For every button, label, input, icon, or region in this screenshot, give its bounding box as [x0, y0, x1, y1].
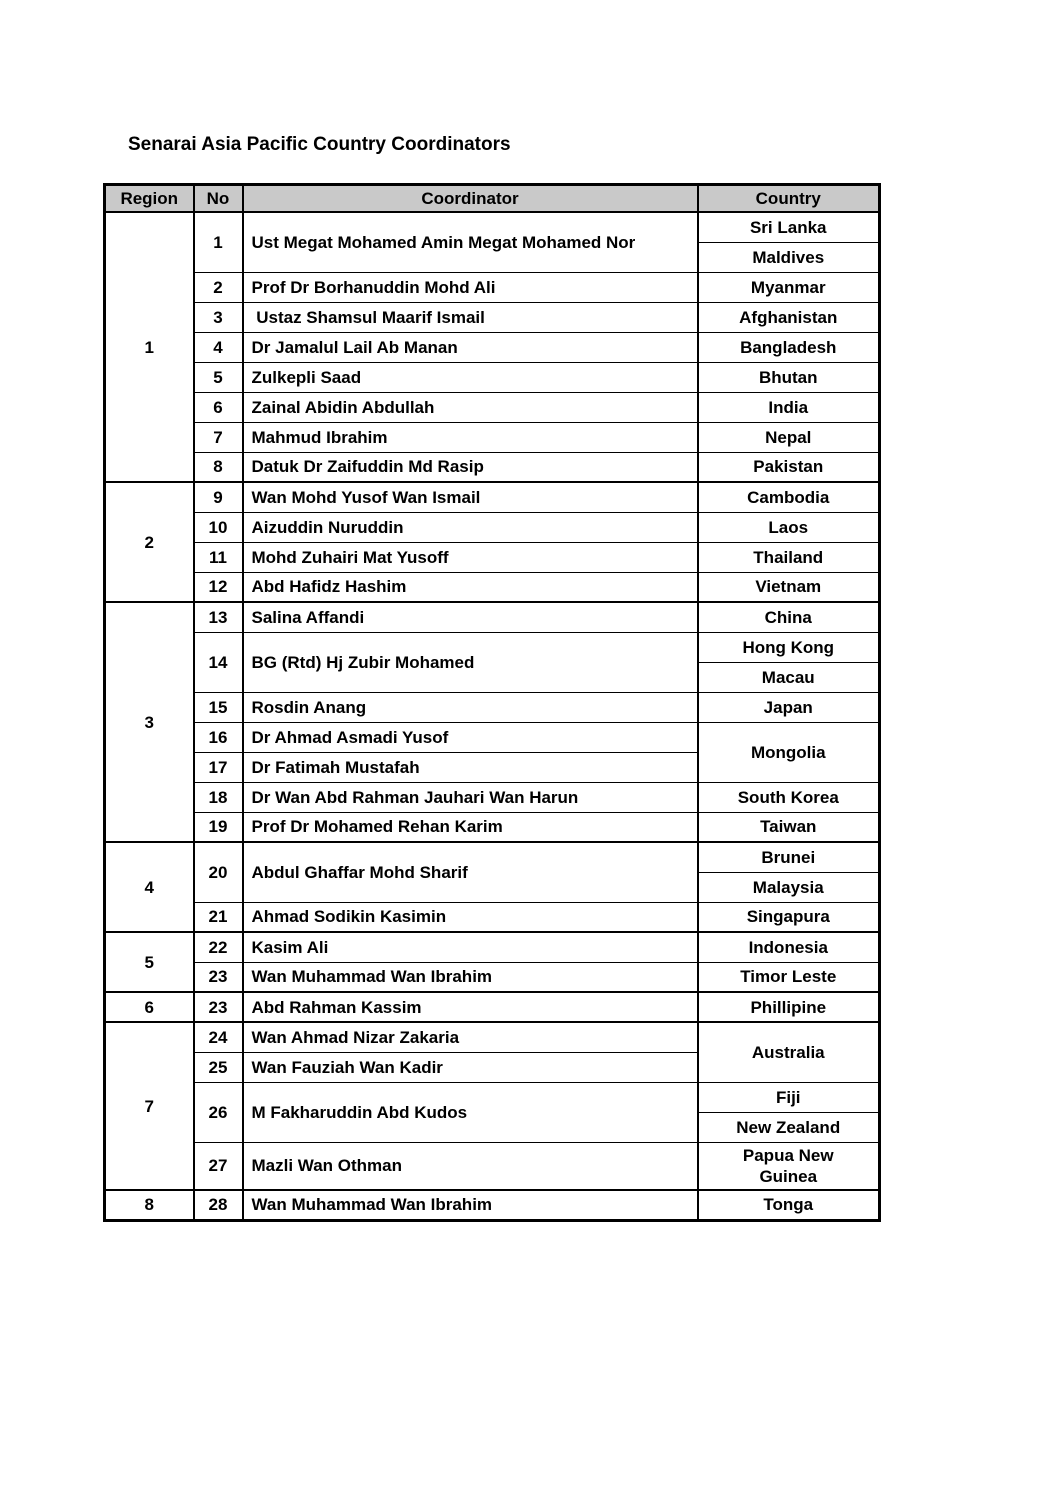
- cell-country: Sri Lanka: [698, 212, 880, 242]
- cell-country: Indonesia: [698, 932, 880, 962]
- cell-coordinator: Abd Rahman Kassim: [243, 992, 698, 1022]
- table-row: [105, 212, 880, 242]
- cell-country: Malaysia: [698, 872, 880, 902]
- cell-country: South Korea: [698, 782, 880, 812]
- cell-country: Fiji: [698, 1082, 880, 1112]
- cell-coordinator: Ahmad Sodikin Kasimin: [243, 902, 698, 932]
- cell-no: 4: [194, 332, 243, 362]
- cell-coordinator: Salina Affandi: [243, 602, 698, 632]
- cell-coordinator: Wan Mohd Yusof Wan Ismail: [243, 482, 698, 512]
- cell-country: Timor Leste: [698, 962, 880, 992]
- cell-coordinator: Dr Wan Abd Rahman Jauhari Wan Harun: [243, 782, 698, 812]
- cell-coordinator: Mahmud Ibrahim: [243, 422, 698, 452]
- cell-country: Nepal: [698, 422, 880, 452]
- cell-no: 6: [194, 392, 243, 422]
- header-cell-country: Country: [698, 185, 880, 213]
- cell-region: 7: [105, 1022, 194, 1190]
- table-row: [105, 392, 880, 422]
- cell-region: 5: [105, 932, 194, 992]
- cell-no: 10: [194, 512, 243, 542]
- cell-no: 17: [194, 752, 243, 782]
- table-row: [105, 1190, 880, 1220]
- cell-country: Pakistan: [698, 452, 880, 482]
- cell-no: 11: [194, 542, 243, 572]
- table-body: [105, 212, 880, 1220]
- cell-country: Macau: [698, 662, 880, 692]
- table-row: [105, 362, 880, 392]
- cell-no: 20: [194, 842, 243, 902]
- cell-coordinator: Prof Dr Mohamed Rehan Karim: [243, 812, 698, 842]
- header-cell-coordinator: Coordinator: [243, 185, 698, 213]
- cell-no: 12: [194, 572, 243, 602]
- coordinators-table: [103, 183, 881, 1222]
- table-row: [105, 992, 880, 1022]
- table-header-row: [105, 185, 880, 213]
- cell-country: Bangladesh: [698, 332, 880, 362]
- table-row: [105, 1142, 880, 1190]
- table-row: [105, 932, 880, 962]
- cell-coordinator: Rosdin Anang: [243, 692, 698, 722]
- cell-coordinator: Abdul Ghaffar Mohd Sharif: [243, 842, 698, 902]
- cell-country: India: [698, 392, 880, 422]
- cell-no: 24: [194, 1022, 243, 1052]
- cell-coordinator: Ust Megat Mohamed Amin Megat Mohamed Nor: [243, 212, 698, 272]
- cell-country: Brunei: [698, 842, 880, 872]
- cell-no: 19: [194, 812, 243, 842]
- table-row: [105, 542, 880, 572]
- table-row: [105, 902, 880, 932]
- cell-no: 7: [194, 422, 243, 452]
- table-row: [105, 602, 880, 632]
- cell-country: Mongolia: [698, 722, 880, 782]
- table-row: [105, 962, 880, 992]
- table-row: [105, 632, 880, 662]
- cell-no: 13: [194, 602, 243, 632]
- page-title: Senarai Asia Pacific Country Coordinators: [128, 134, 511, 155]
- cell-coordinator: Wan Muhammad Wan Ibrahim: [243, 962, 698, 992]
- table-row: [105, 1022, 880, 1052]
- cell-no: 28: [194, 1190, 243, 1220]
- cell-no: 8: [194, 452, 243, 482]
- cell-no: 22: [194, 932, 243, 962]
- cell-no: 25: [194, 1052, 243, 1082]
- table-row: [105, 722, 880, 752]
- cell-region: 2: [105, 482, 194, 602]
- cell-country: Taiwan: [698, 812, 880, 842]
- cell-coordinator: Dr Fatimah Mustafah: [243, 752, 698, 782]
- table-row: [105, 572, 880, 602]
- cell-coordinator: Mohd Zuhairi Mat Yusoff: [243, 542, 698, 572]
- cell-no: 2: [194, 272, 243, 302]
- cell-country: China: [698, 602, 880, 632]
- cell-no: 16: [194, 722, 243, 752]
- cell-region: 1: [105, 212, 194, 482]
- cell-country: Tonga: [698, 1190, 880, 1220]
- cell-no: 18: [194, 782, 243, 812]
- header-cell-region: Region: [105, 185, 194, 213]
- cell-no: 26: [194, 1082, 243, 1142]
- cell-no: 23: [194, 962, 243, 992]
- cell-no: 27: [194, 1142, 243, 1190]
- cell-no: 3: [194, 302, 243, 332]
- cell-coordinator: Wan Ahmad Nizar Zakaria: [243, 1022, 698, 1052]
- table-row: [105, 512, 880, 542]
- table-row: [105, 272, 880, 302]
- cell-coordinator: Mazli Wan Othman: [243, 1142, 698, 1190]
- table-row: [105, 482, 880, 512]
- table-row: [105, 332, 880, 362]
- table-row: [105, 692, 880, 722]
- header-cell-no: No: [194, 185, 243, 213]
- cell-no: 5: [194, 362, 243, 392]
- cell-no: 14: [194, 632, 243, 692]
- cell-country: Maldives: [698, 242, 880, 272]
- cell-no: 21: [194, 902, 243, 932]
- cell-coordinator: BG (Rtd) Hj Zubir Mohamed: [243, 632, 698, 692]
- cell-country: Laos: [698, 512, 880, 542]
- cell-coordinator: Zulkepli Saad: [243, 362, 698, 392]
- cell-country: Phillipine: [698, 992, 880, 1022]
- cell-country: Thailand: [698, 542, 880, 572]
- cell-no: 9: [194, 482, 243, 512]
- cell-region: 3: [105, 602, 194, 842]
- cell-coordinator: M Fakharuddin Abd Kudos: [243, 1082, 698, 1142]
- cell-country: Afghanistan: [698, 302, 880, 332]
- table-row: [105, 1082, 880, 1112]
- table-row: [105, 842, 880, 872]
- table-row: [105, 812, 880, 842]
- cell-coordinator: Kasim Ali: [243, 932, 698, 962]
- cell-coordinator: Abd Hafidz Hashim: [243, 572, 698, 602]
- cell-region: 4: [105, 842, 194, 932]
- table-row: [105, 302, 880, 332]
- cell-coordinator: Wan Muhammad Wan Ibrahim: [243, 1190, 698, 1220]
- cell-coordinator: Wan Fauziah Wan Kadir: [243, 1052, 698, 1082]
- cell-country: Japan: [698, 692, 880, 722]
- cell-country: Myanmar: [698, 272, 880, 302]
- cell-coordinator: Dr Ahmad Asmadi Yusof: [243, 722, 698, 752]
- table-row: [105, 452, 880, 482]
- cell-country: Bhutan: [698, 362, 880, 392]
- cell-region: 6: [105, 992, 194, 1022]
- cell-country: Australia: [698, 1022, 880, 1082]
- cell-coordinator: Datuk Dr Zaifuddin Md Rasip: [243, 452, 698, 482]
- cell-country: Cambodia: [698, 482, 880, 512]
- cell-country: New Zealand: [698, 1112, 880, 1142]
- cell-no: 1: [194, 212, 243, 272]
- table-row: [105, 422, 880, 452]
- cell-country: Singapura: [698, 902, 880, 932]
- cell-coordinator: Prof Dr Borhanuddin Mohd Ali: [243, 272, 698, 302]
- table-row: [105, 782, 880, 812]
- cell-country: Hong Kong: [698, 632, 880, 662]
- cell-country: Papua New Guinea: [698, 1142, 880, 1190]
- cell-coordinator: Zainal Abidin Abdullah: [243, 392, 698, 422]
- cell-no: 15: [194, 692, 243, 722]
- cell-no: 23: [194, 992, 243, 1022]
- cell-region: 8: [105, 1190, 194, 1220]
- cell-coordinator: Ustaz Shamsul Maarif Ismail: [243, 302, 698, 332]
- cell-country: Vietnam: [698, 572, 880, 602]
- cell-coordinator: Aizuddin Nuruddin: [243, 512, 698, 542]
- cell-coordinator: Dr Jamalul Lail Ab Manan: [243, 332, 698, 362]
